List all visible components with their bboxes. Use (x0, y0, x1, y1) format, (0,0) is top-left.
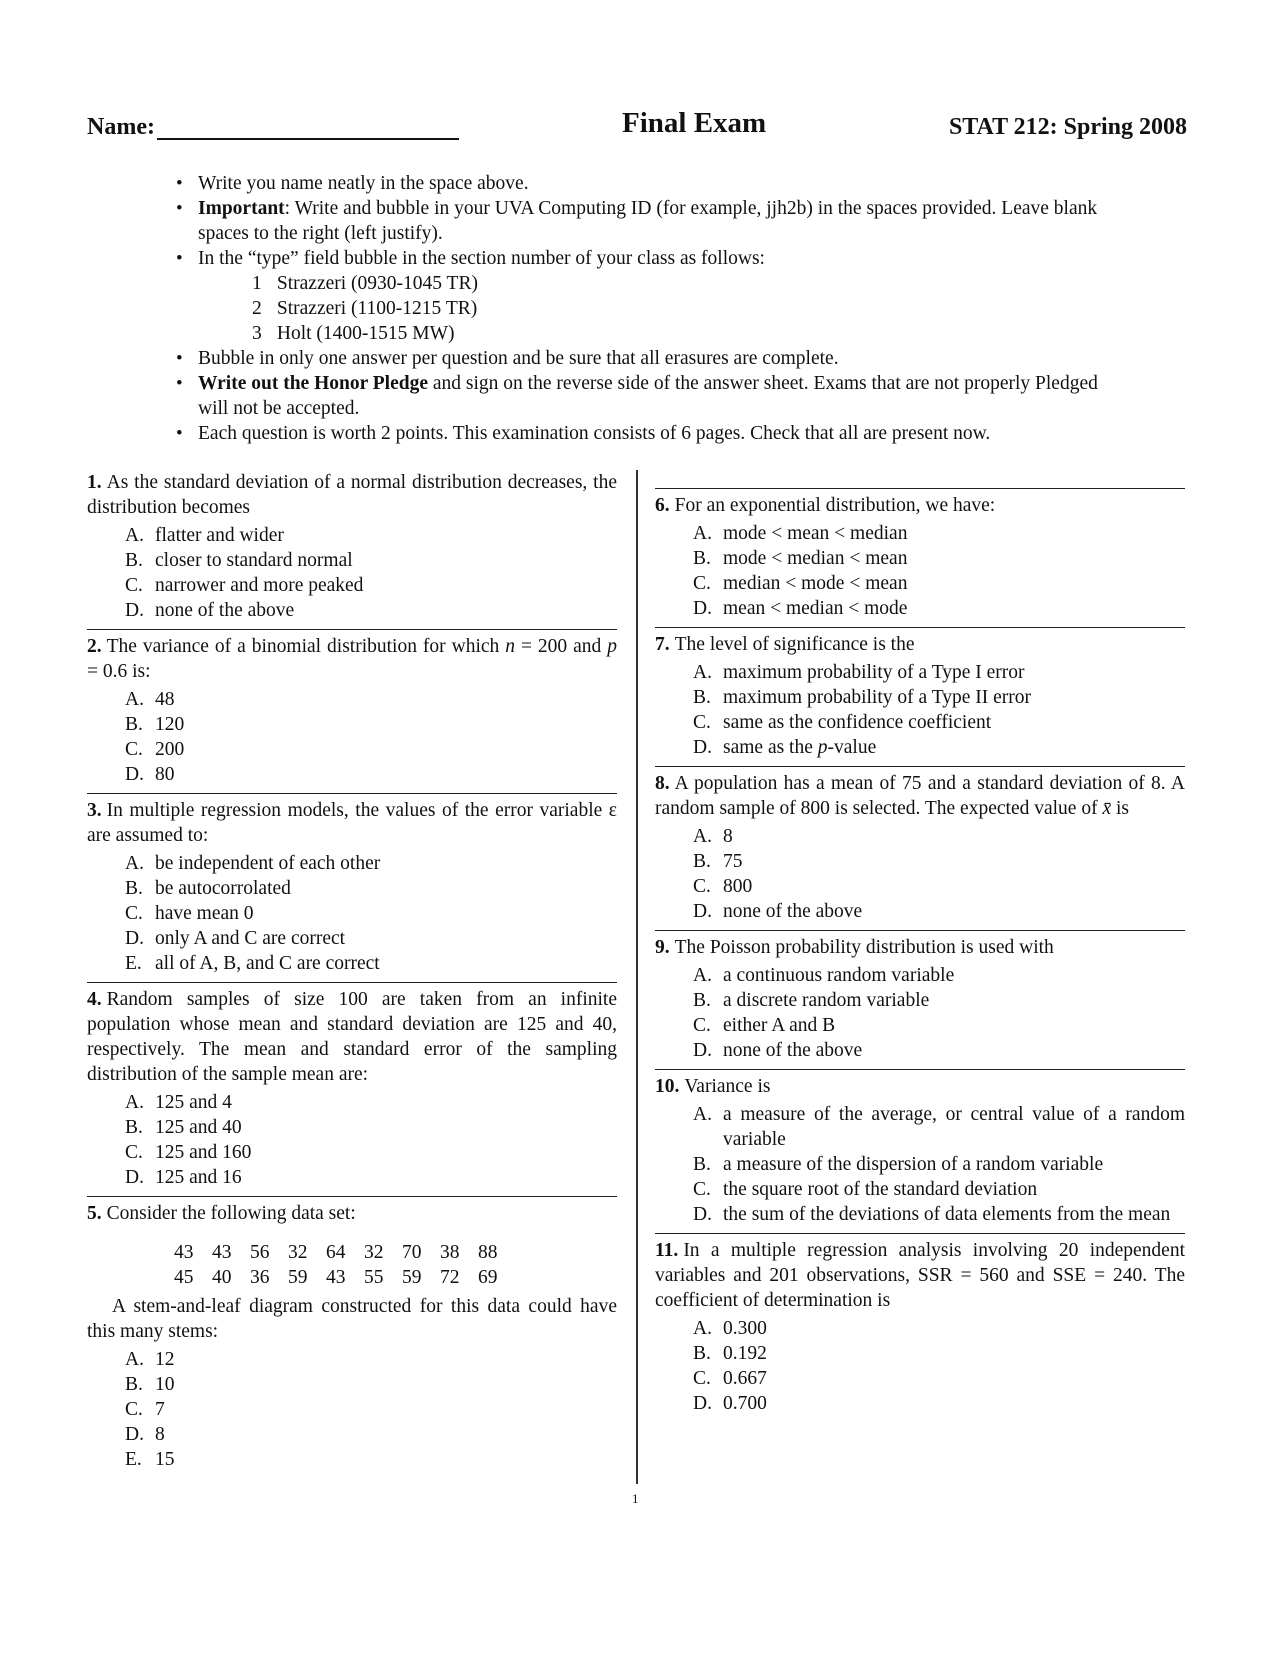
left-column (87, 470, 617, 1478)
answer-options (655, 521, 1185, 621)
answer-option: B. mode < median < mean (693, 548, 908, 569)
answer-option: D. 80 (125, 764, 175, 785)
section-item: 1 Strazzeri (0930-1045 TR) (252, 273, 478, 294)
page-title: Final Exam (622, 107, 767, 139)
data-row: 43 43 56 32 64 32 70 38 88 (174, 1242, 498, 1263)
question-3: 3. In multiple regression models, the values of the error variable ε are assumed to: A. be independent of each other B. be autocorrolated C. have mean 0 D. only A and C are correct E. all of A, B, and C are correct (87, 793, 617, 976)
answer-option: B. 10 (125, 1374, 175, 1395)
exam-header (87, 107, 1187, 155)
column-divider (636, 470, 638, 1484)
answer-option: C. median < mode < mean (693, 573, 908, 594)
answer-option: C. either A and B (693, 1015, 836, 1036)
answer-option: B. 125 and 40 (125, 1117, 242, 1138)
answer-option: A. 12 (125, 1349, 175, 1370)
answer-option: A. maximum probability of a Type I error (693, 662, 1025, 683)
instruction-item: • Each question is worth 2 points. This examination consists of 6 pages. Check that all are present now. (174, 421, 1124, 446)
answer-option: B. 75 (693, 851, 743, 872)
question-10: 10. Variance is A. a measure of the average, or central value of a random variable B. a measure of the dispersion of a random variable C. the square root of the standard deviation D. the sum of the deviations of data elements from the mean (655, 1069, 1185, 1227)
answer-option: D. the sum of the deviations of data elements from the mean (693, 1204, 1171, 1225)
question-4: 4. Random samples of size 100 are taken from an infinite population whose mean and standard deviation are 125 and 40, respectively. The mean and standard error of the sampling distribution of the sample mean are: A. 125 and 4 B. 125 and 40 C. 125 and 160 D. 125 and 16 (87, 982, 617, 1190)
answer-option: E. 15 (125, 1449, 175, 1470)
question-2: 2. The variance of a binomial distribution for which n = 200 and p = 0.6 is: A. 48 B. 120 C. 200 D. 80 (87, 629, 617, 787)
answer-option: A. flatter and wider (125, 525, 284, 546)
data-set-table (87, 1240, 617, 1290)
answer-option: C. the square root of the standard deviation (693, 1179, 1038, 1200)
right-column (655, 470, 1185, 1422)
answer-option: C. same as the confidence coefficient (693, 712, 992, 733)
answer-option: B. 0.192 (693, 1343, 767, 1364)
answer-option: C. narrower and more peaked (125, 575, 364, 596)
answer-option: D. 0.700 (693, 1393, 767, 1414)
answer-option: D. none of the above (125, 600, 295, 621)
answer-options (87, 1090, 617, 1190)
answer-options (655, 824, 1185, 924)
name-label: Name: (87, 114, 155, 140)
section-item: 3 Holt (1400-1515 MW) (252, 323, 455, 344)
page-number: 1 (632, 1491, 639, 1506)
answer-option: B. 120 (125, 714, 185, 735)
question-11: 11. In a multiple regression analysis involving 20 independent variables and 201 observations, SSR = 560 and SSE = 240. The coefficient of determination is A. 0.300 B. 0.192 C. 0.667 D. 0.700 (655, 1233, 1185, 1416)
answer-option: A. 48 (125, 689, 175, 710)
answer-option: B. be autocorrolated (125, 878, 291, 899)
answer-options (655, 660, 1185, 760)
question-1: 1. As the standard deviation of a normal distribution decreases, the distribution becomes A. flatter and wider B. closer to standard normal C. narrower and more peaked D. none of the above (87, 472, 617, 621)
answer-option: D. only A and C are correct (125, 928, 346, 949)
question-9: 9. The Poisson probability distribution is used with A. a continuous random variable B. a discrete random variable C. either A and B D. none of the above (655, 930, 1185, 1063)
answer-option: C. 800 (693, 876, 753, 897)
answer-options (655, 1316, 1185, 1416)
course-label: STAT 212: Spring 2008 (948, 114, 1187, 140)
instruction-item: • Write you name neatly in the space above. (174, 171, 1124, 196)
answer-option: D. mean < median < mode (693, 598, 908, 619)
question-5: 5. Consider the following data set: 43 43 56 32 64 32 70 38 88 45 40 36 59 43 55 59 72 69 A stem-and-leaf diagram constructed for this data could have this many stems: A. 12 B. 10 C. 7 D. 8 E. 15 (87, 1196, 617, 1472)
answer-option: B. a discrete random variable (693, 990, 930, 1011)
answer-options (87, 523, 617, 623)
answer-options (655, 963, 1185, 1063)
answer-option: A. a measure of the average, or central value of a random variable (693, 1104, 1185, 1150)
answer-option: A. mode < mean < median (693, 523, 908, 544)
data-row: 45 40 36 59 43 55 59 72 69 (174, 1267, 498, 1288)
answer-option: A. be independent of each other (125, 853, 381, 874)
question-8: 8. A population has a mean of 75 and a standard deviation of 8. A random sample of 800 is selected. The expected value of x̄ is A. 8 B. 75 C. 800 D. none of the above (655, 766, 1185, 924)
answer-option: A. 0.300 (693, 1318, 767, 1339)
instruction-item: • Bubble in only one answer per question and be sure that all erasures are complete. (174, 346, 1124, 371)
answer-option: C. 200 (125, 739, 185, 760)
answer-option: A. 125 and 4 (125, 1092, 232, 1113)
answer-option: C. 0.667 (693, 1368, 767, 1389)
answer-option: B. a measure of the dispersion of a random variable (693, 1154, 1104, 1175)
answer-options (655, 1102, 1185, 1227)
question-6: 6. For an exponential distribution, we have: A. mode < mean < median B. mode < median < mean C. median < mode < mean D. mean < median < mode (655, 488, 1185, 621)
answer-option: C. 7 (125, 1399, 165, 1420)
answer-option: B. closer to standard normal (125, 550, 353, 571)
instruction-item: • Important: Write and bubble in your UVA Computing ID (for example, jjh2b) in the spaces provided. Leave blank spaces to the right (left justify). (174, 196, 1124, 246)
answer-option: C. 125 and 160 (125, 1142, 252, 1163)
answer-option: D. 125 and 16 (125, 1167, 242, 1188)
answer-option: D. 8 (125, 1424, 165, 1445)
answer-option: C. have mean 0 (125, 903, 254, 924)
answer-option: D. none of the above (693, 901, 863, 922)
section-item: 2 Strazzeri (1100-1215 TR) (252, 298, 478, 319)
answer-option: D. same as the p-value (693, 737, 877, 758)
instruction-item: • Write out the Honor Pledge and sign on the reverse side of the answer sheet. Exams that are not properly Pledged will not be accepted. (174, 371, 1124, 421)
answer-option: E. all of A, B, and C are correct (125, 953, 380, 974)
section-list (198, 271, 1124, 346)
instruction-item: • In the “type” field bubble in the section number of your class as follows: 1 Strazzeri (0930-1045 TR) 2 Strazzeri (1100-1215 TR) 3 Holt (1400-1515 MW) (174, 246, 1124, 346)
instructions-list (174, 171, 1124, 446)
name-field (87, 115, 459, 140)
answer-options (87, 687, 617, 787)
answer-option: A. 8 (693, 826, 733, 847)
question-7: 7. The level of significance is the A. maximum probability of a Type I error B. maximum probability of a Type II error C. same as the confidence coefficient D. same as the p-value (655, 627, 1185, 760)
answer-options (87, 851, 617, 976)
name-blank-line (157, 116, 459, 140)
answer-option: B. maximum probability of a Type II error (693, 687, 1032, 708)
answer-option: A. a continuous random variable (693, 965, 955, 986)
answer-option: D. none of the above (693, 1040, 863, 1061)
answer-options (87, 1347, 617, 1472)
